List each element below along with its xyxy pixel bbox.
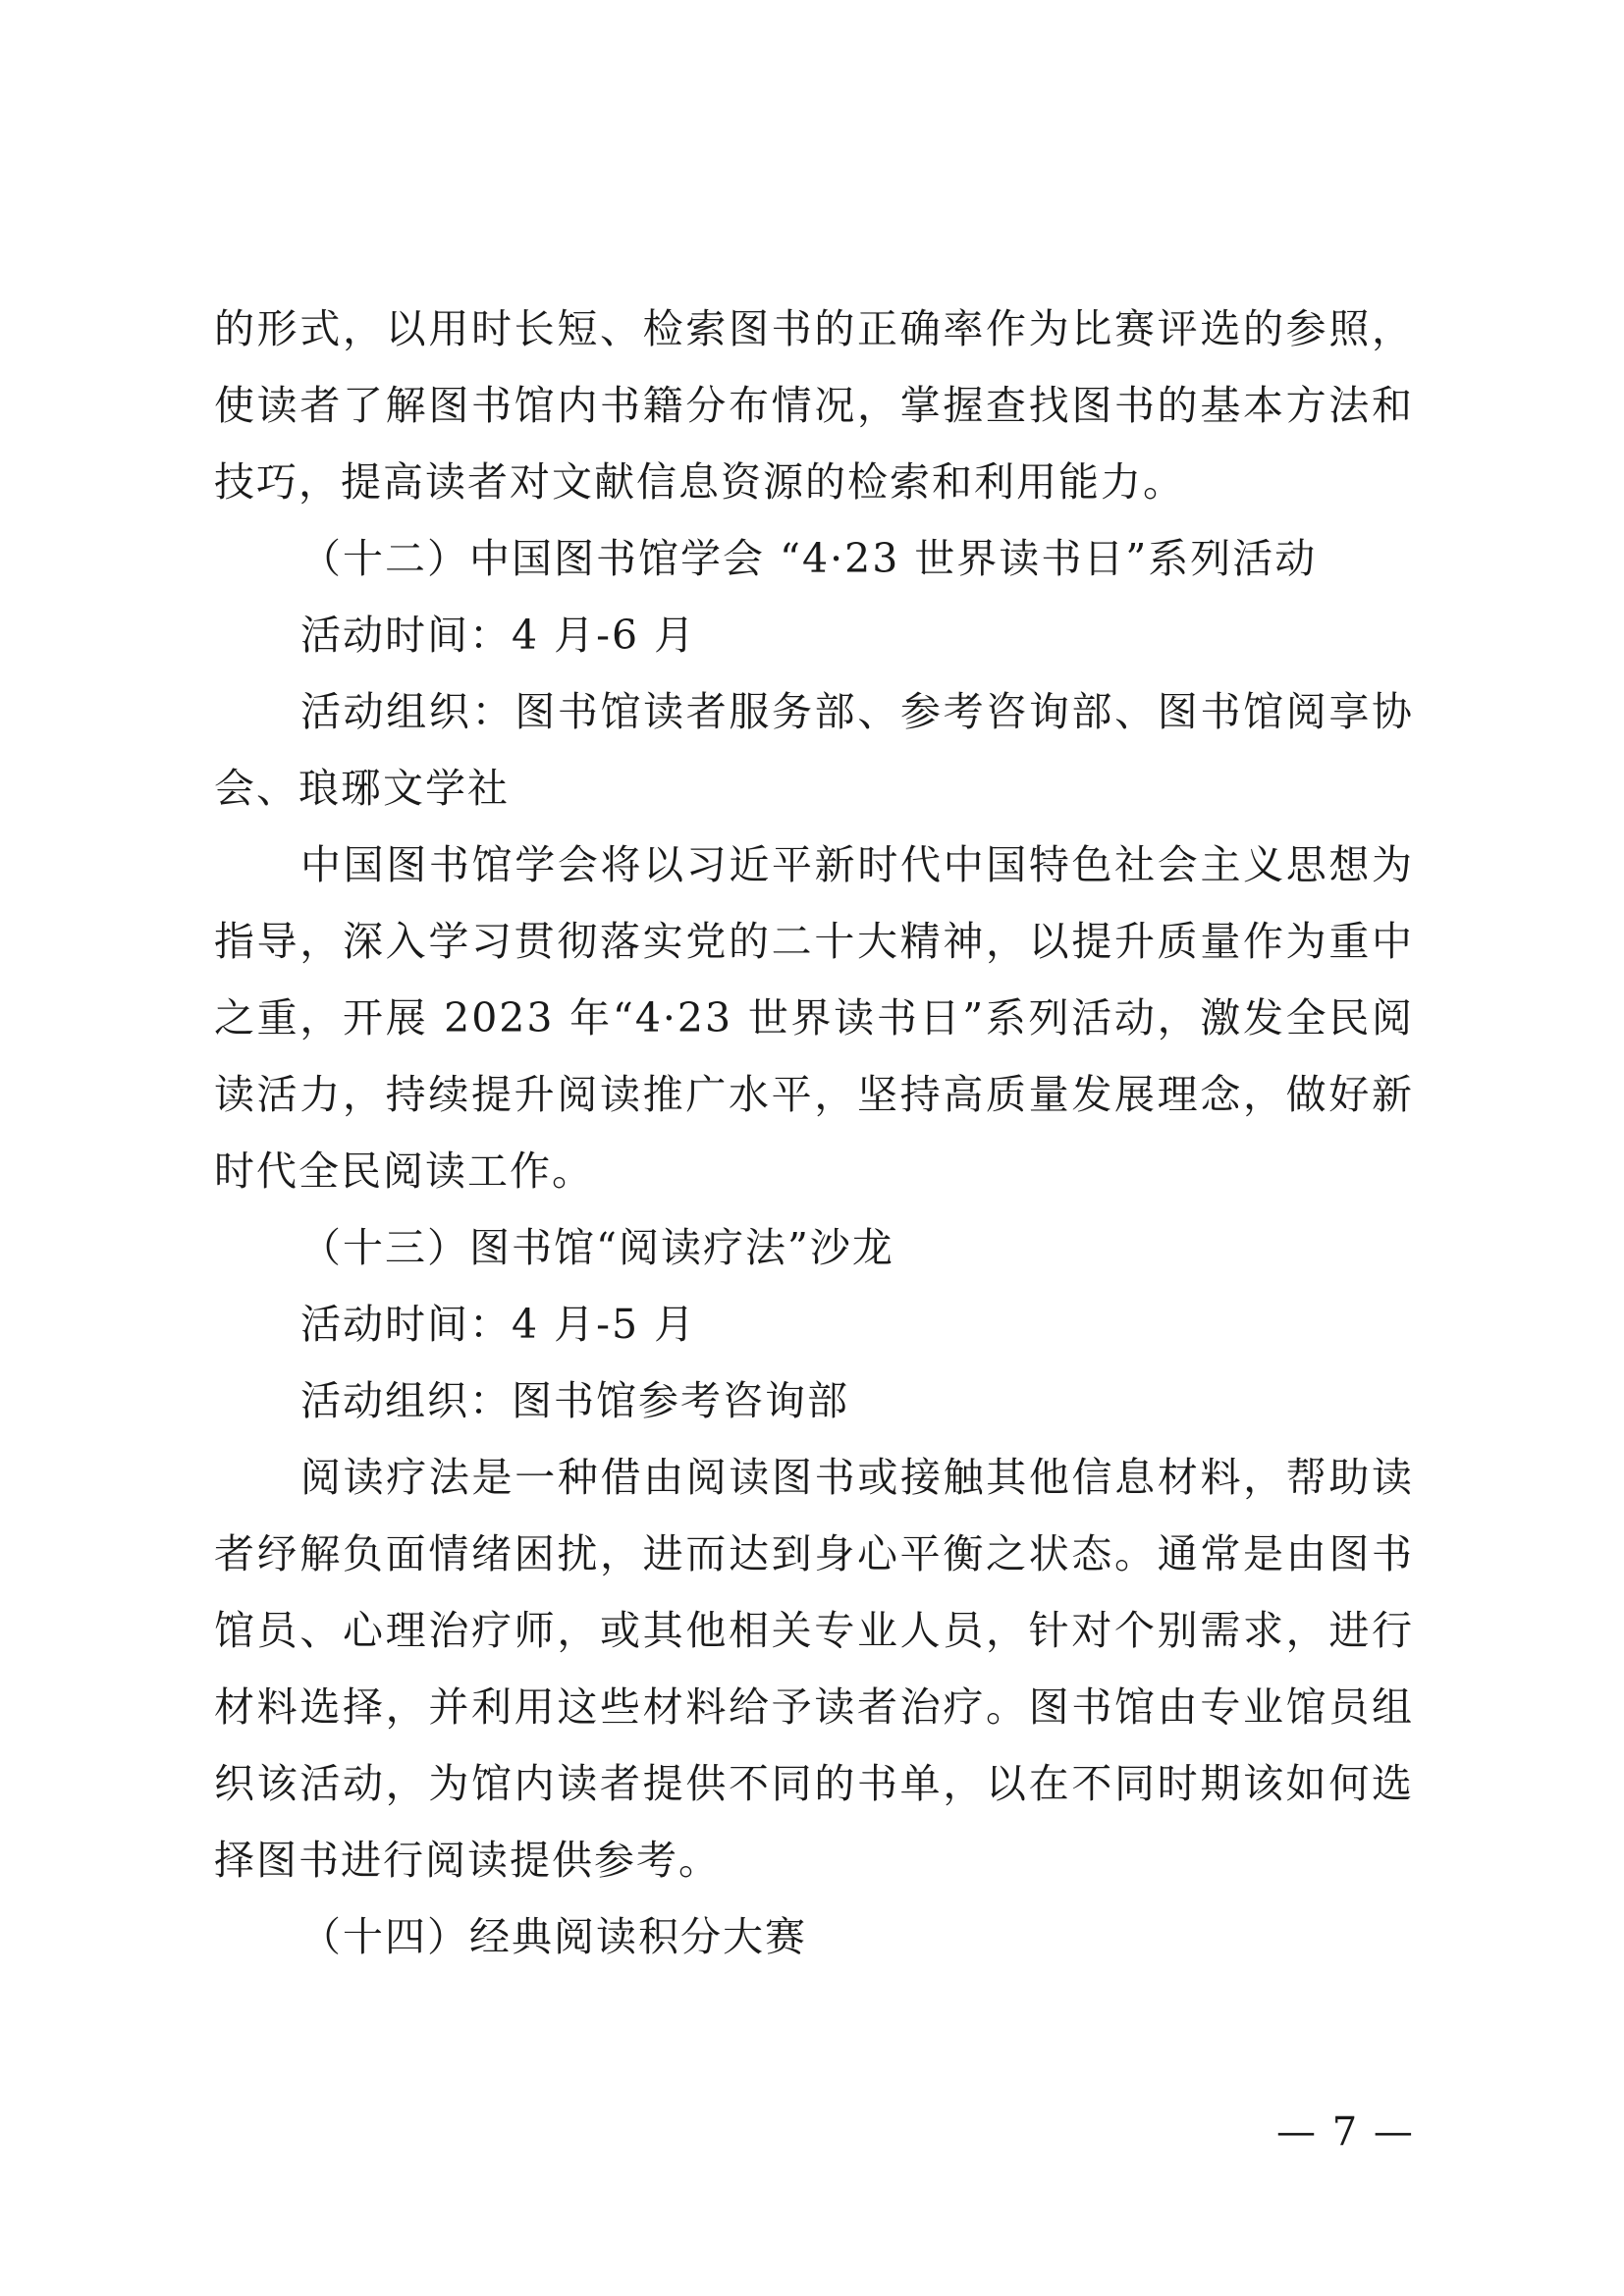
section-12-body: 中国图书馆学会将以习近平新时代中国特色社会主义思想为指导，深入学习贯彻落实党的二十大精神，以提升质量作为重中之重，开展 2023 年“4·23 世界读书日”系列活动，激发全民阅读活力，持续提升阅读推广水平，坚持高质量发展理念，做好新时代全民阅读工作。 — [214, 841, 1414, 1195]
section-13-heading: （十三）图书馆“阅读疗法”沙龙 — [300, 1224, 894, 1271]
section-13-body: 阅读疗法是一种借由阅读图书或接触其他信息材料，帮助读者纾解负面情绪困扰，进而达到身心平衡之状态。通常是由图书馆员、心理治疗师，或其他相关专业人员，针对个别需求，进行材料选择，并利用这些材料给予读者治疗。图书馆由专业馆员组织该活动，为馆内读者提供不同的书单，以在不同时期该如何选择图书进行阅读提供参考。 — [214, 1454, 1414, 1884]
page-number: — 7 — — [1276, 2109, 1415, 2155]
section-13-time: 活动时间：4 月-5 月 — [300, 1301, 697, 1348]
continuation-paragraph: 的形式，以用时长短、检索图书的正确率作为比赛评选的参照，使读者了解图书馆内书籍分布情况，掌握查找图书的基本方法和技巧，提高读者对文献信息资源的检索和利用能力。 — [214, 305, 1414, 506]
section-13-organizer: 活动组织：图书馆参考咨询部 — [300, 1377, 849, 1424]
document-body — [214, 291, 1414, 1975]
section-12-heading: （十二）中国图书馆学会 “4·23 世界读书日”系列活动 — [300, 535, 1318, 582]
section-12-time: 活动时间：4 月-6 月 — [300, 612, 697, 659]
section-12-organizer: 活动组织：图书馆读者服务部、参考咨询部、图书馆阅享协会、琅琊文学社 — [214, 688, 1414, 812]
section-14-heading: （十四）经典阅读积分大赛 — [300, 1913, 807, 1960]
